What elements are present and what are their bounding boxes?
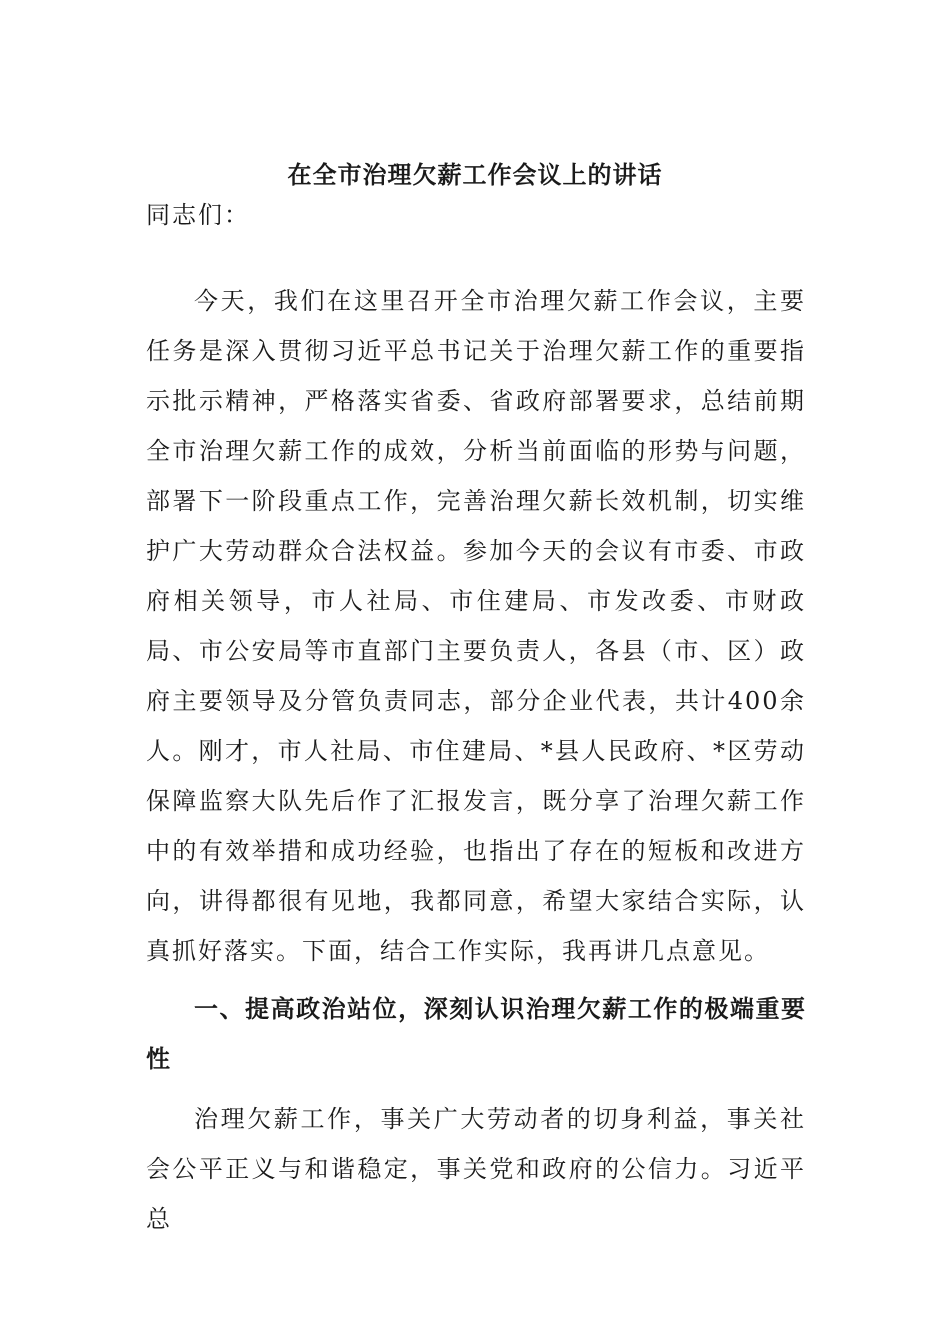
document-title: 在全市治理欠薪工作会议上的讲话 (287, 160, 663, 189)
section-1-paragraph: 治理欠薪工作，事关广大劳动者的切身利益，事关社会公平正义与和谐稳定，事关党和政府的公信力。习近平总 (146, 1105, 806, 1233)
section-heading-1: 一、提高政治站位，深刻认识治理欠薪工作的极端重要性 (146, 994, 806, 1073)
intro-paragraph: 今天，我们在这里召开全市治理欠薪工作会议，主要任务是深入贯彻习近平总书记关于治理欠薪工作的重要指示批示精神，严格落实省委、省政府部署要求，总结前期全市治理欠薪工作的成效，分析当前面临的形势与问题，部署下一阶段重点工作，完善治理欠薪长效机制，切实维护广大劳动群众合法权益。参加今天的会议有市委、市政府相关领导，市人社局、市住建局、市发改委、市财政局、市公安局等市直部门主要负责人，各县（市、区）政府主要领导及分管负责同志，部分企业代表，共计400余人。刚才，市人社局、市住建局、*县人民政府、*区劳动保障监察大队先后作了汇报发言，既分享了治理欠薪工作中的有效举措和成功经验，也指出了存在的短板和改进方向，讲得都很有见地，我都同意，希望大家结合实际，认真抓好落实。下面，结合工作实际，我再讲几点意见。 (146, 287, 806, 965)
salutation: 同志们： (146, 201, 250, 229)
